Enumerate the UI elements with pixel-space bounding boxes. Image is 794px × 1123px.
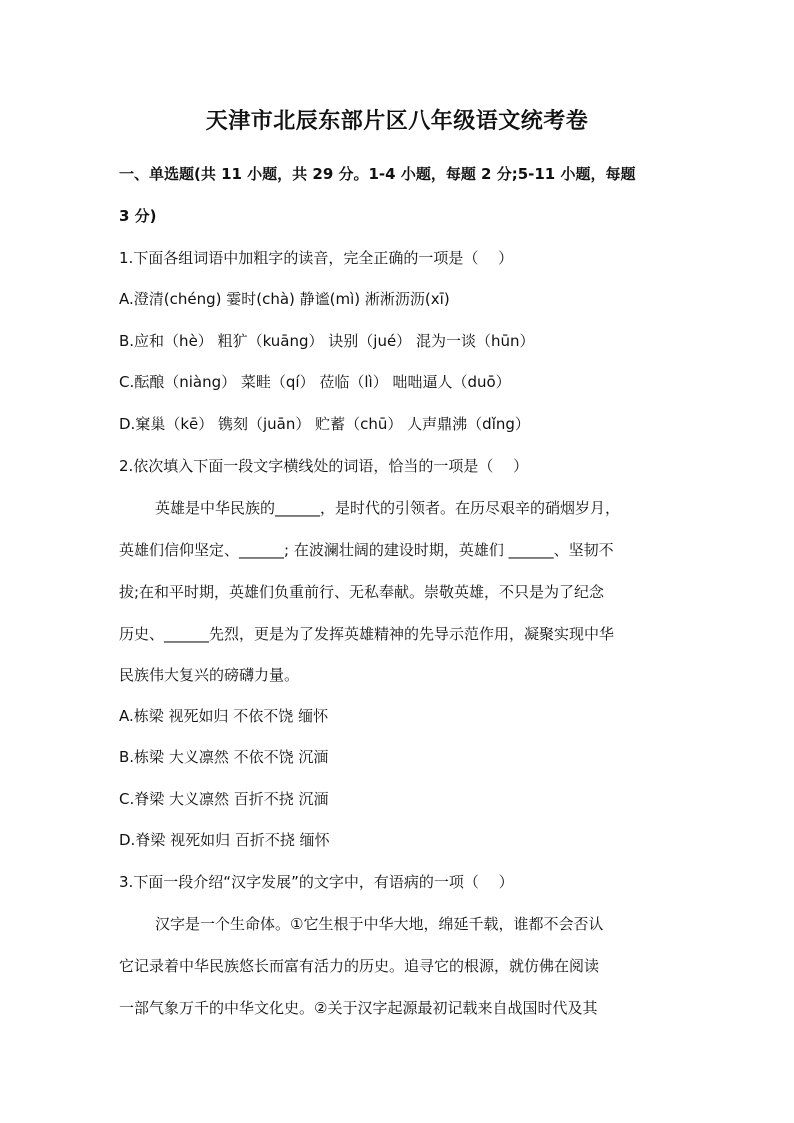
question-3-passage-line-1: 汉字是一个生命体。①它生根于中华大地，绵延千载，谁都不会否认 xyxy=(155,915,604,933)
question-2-passage-line-2: 英雄们信仰坚定、______; 在波澜壮阔的建设时期，英雄们 ______、坚韧不 xyxy=(119,541,614,559)
question-1-option-b: B.应和（hè） 粗犷（kuāng） 诀别（jué） 混为一谈（hūn） xyxy=(119,332,535,350)
question-2-stem: 2.依次填入下面一段文字横线处的词语，恰当的一项是（ ） xyxy=(119,457,529,475)
page-title: 天津市北辰东部片区八年级语文统考卷 xyxy=(205,109,589,134)
section-heading-line-2: 3 分) xyxy=(119,207,157,225)
question-2-passage-line-3: 拔;在和平时期，英雄们负重前行、无私奉献。崇敬英雄，不只是为了纪念 xyxy=(119,583,605,601)
question-2-option-a: A.栋梁 视死如归 不依不饶 缅怀 xyxy=(119,707,329,725)
question-2-passage-line-1: 英雄是中华民族的______，是时代的引领者。在历尽艰辛的硝烟岁月， xyxy=(155,499,621,517)
question-2-option-c: C.脊梁 大义凛然 百折不挠 沉湎 xyxy=(119,790,329,808)
question-2-passage-line-4: 历史、______先烈，更是为了发挥英雄精神的先导示范作用，凝聚实现中华 xyxy=(119,625,615,643)
section-heading-line-1: 一、单选题(共 11 小题，共 29 分。1-4 小题，每题 2 分;5-11 小题，每题 xyxy=(119,165,636,183)
question-2-option-d: D.脊梁 视死如归 百折不挠 缅怀 xyxy=(119,831,330,849)
question-1-stem: 1.下面各组词语中加粗字的读音，完全正确的一项是（ ） xyxy=(119,249,514,267)
question-3-passage-line-2: 它记录着中华民族悠长而富有活力的历史。追寻它的根源，就仿佛在阅读 xyxy=(119,957,600,975)
question-1-option-a: A.澄清(chéng) 霎时(chà) 静谧(mì) 淅淅沥沥(xī) xyxy=(119,290,450,308)
question-3-passage-line-3: 一部气象万千的中华文化史。②关于汉字起源最初记载来自战国时代及其 xyxy=(119,999,598,1017)
question-1-option-d: D.窠巢（kē） 镌刻（juān） 贮蓄（chū） 人声鼎沸（dǐng） xyxy=(119,415,530,433)
question-1-option-c: C.酝酿（niàng） 菜畦（qí） 莅临（lì） 咄咄逼人（duō） xyxy=(119,373,511,391)
question-3-stem: 3.下面一段介绍“汉字发展”的文字中，有语病的一项（ ） xyxy=(119,873,514,891)
question-2-passage-line-5: 民族伟大复兴的磅礴力量。 xyxy=(119,666,300,684)
question-2-option-b: B.栋梁 大义凛然 不依不饶 沉湎 xyxy=(119,748,329,766)
